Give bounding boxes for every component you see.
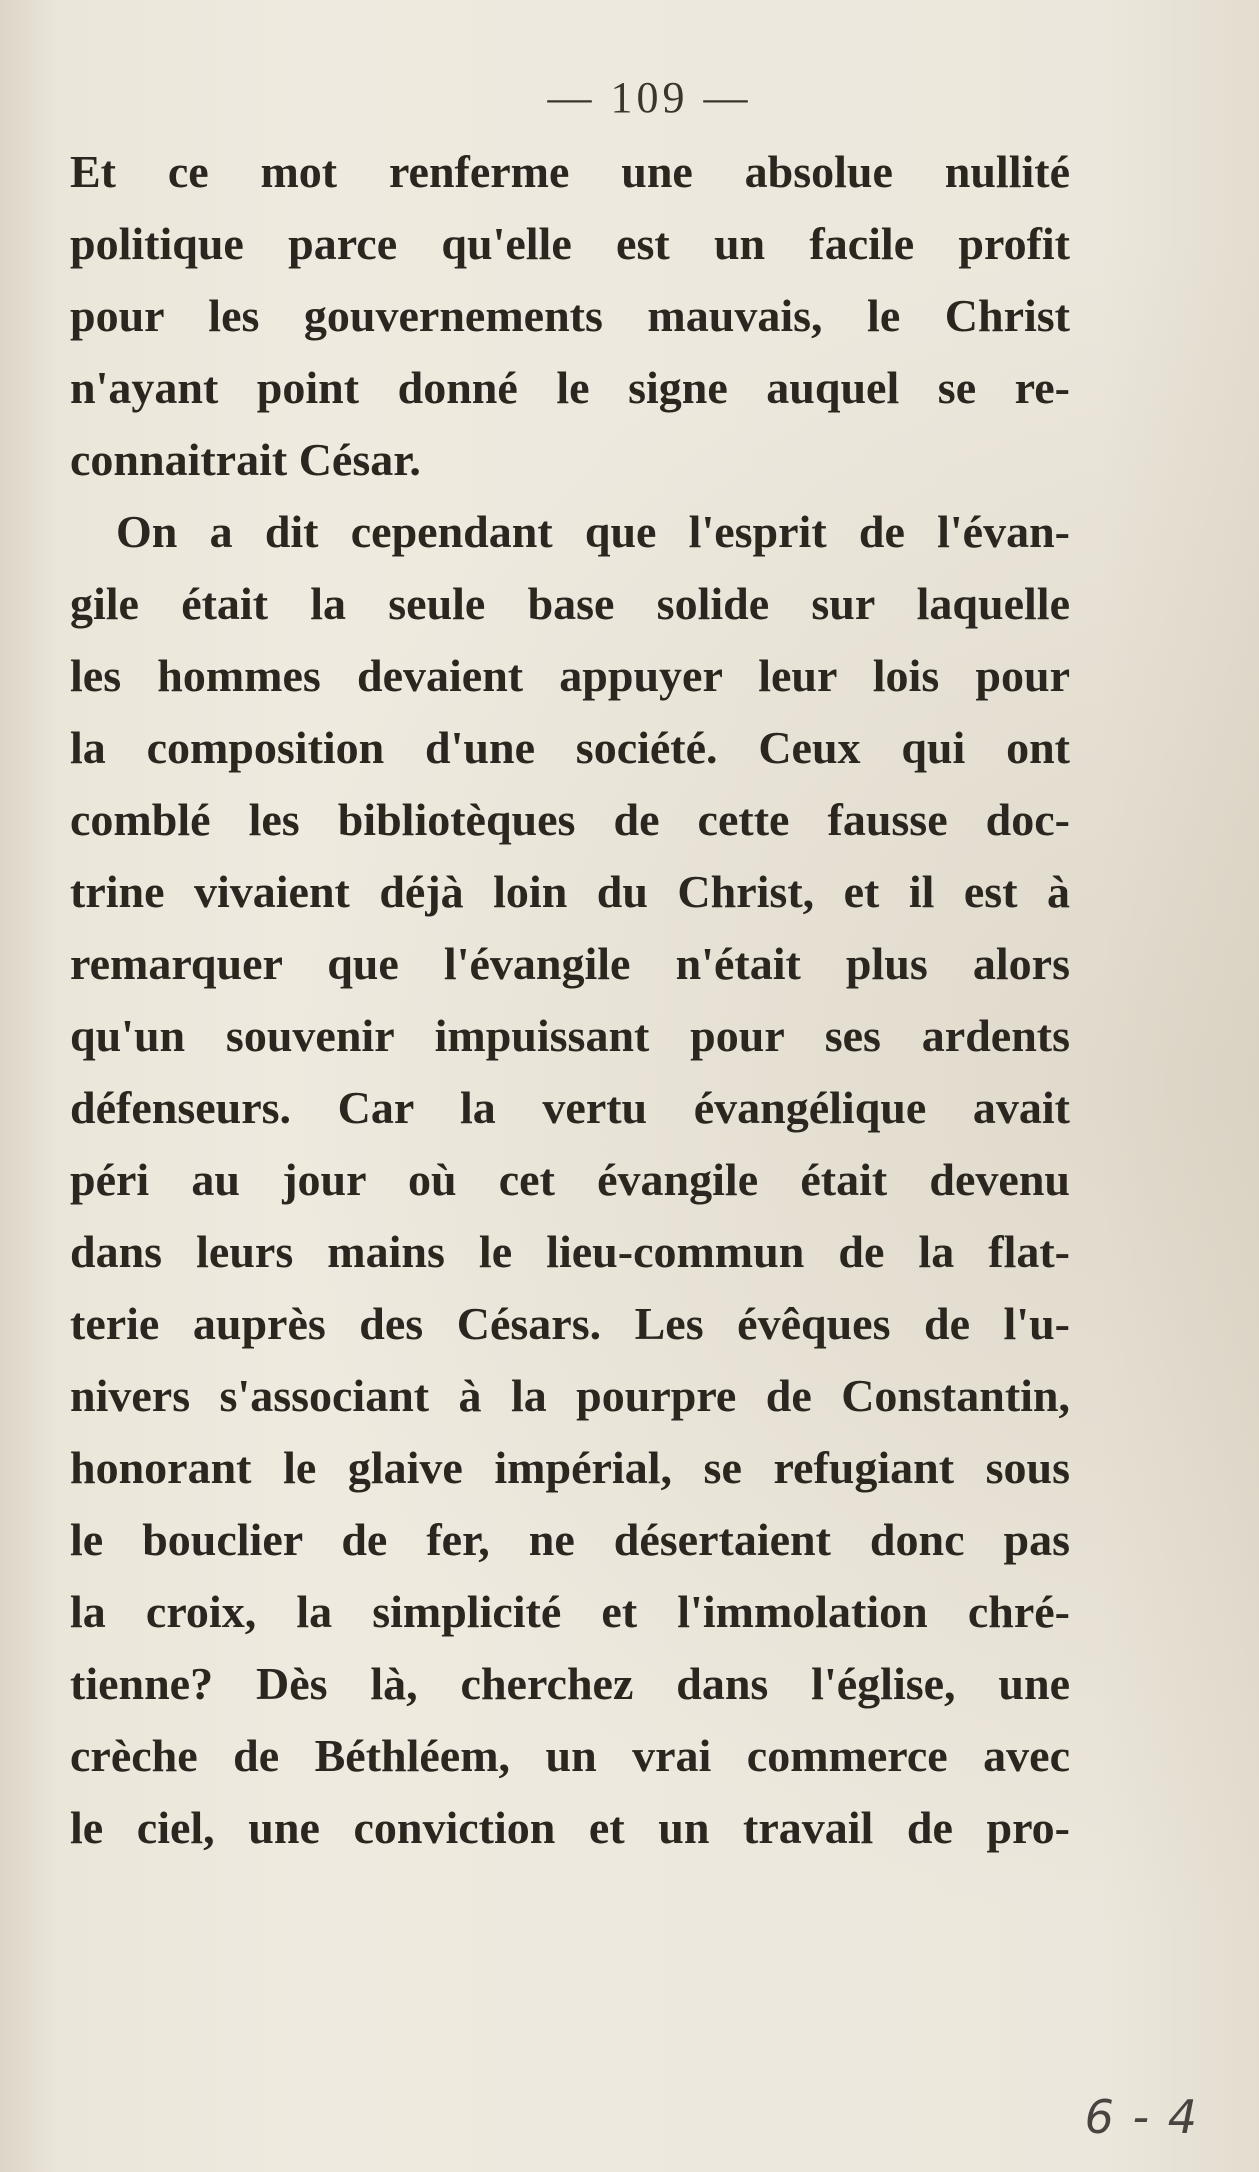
page-number: — 109 — — [547, 73, 752, 122]
text-line: qu'un souvenir impuissant pour ses ardents — [70, 1010, 1070, 1061]
text-line: remarquer que l'évangile n'était plus alors — [70, 938, 1070, 989]
text-line: péri au jour où cet évangile était devenu — [70, 1154, 1070, 1205]
text-line: trine vivaient déjà loin du Christ, et il est à — [70, 866, 1070, 917]
text-line: On a dit cependant que l'esprit de l'évan- — [116, 506, 1070, 557]
text-line: la composition d'une société. Ceux qui ont — [70, 722, 1070, 773]
text-line: dans leurs mains le lieu-commun de la flat- — [70, 1226, 1070, 1277]
text-line: pour les gouvernements mauvais, le Christ — [70, 290, 1070, 341]
text-line: les hommes devaient appuyer leur lois pour — [70, 650, 1070, 701]
text-line: crèche de Béthléem, un vrai commerce avec — [70, 1730, 1070, 1781]
text-line: n'ayant point donné le signe auquel se re- — [70, 362, 1070, 413]
text-line: terie auprès des Césars. Les évêques de l'u- — [70, 1298, 1070, 1349]
text-line: le ciel, une conviction et un travail de pro- — [70, 1802, 1070, 1853]
text-line: tienne? Dès là, cherchez dans l'église, une — [70, 1658, 1070, 1709]
text-line: le bouclier de fer, ne désertaient donc pas — [70, 1514, 1070, 1565]
text-line: Et ce mot renferme une absolue nullité — [70, 146, 1070, 197]
body-text — [70, 136, 1070, 1864]
text-line: comblé les bibliotèques de cette fausse doc- — [70, 794, 1070, 845]
text-line: politique parce qu'elle est un facile profit — [70, 218, 1070, 269]
text-line: nivers s'associant à la pourpre de Constantin, — [70, 1370, 1070, 1421]
handwritten-note: 6 - 4 — [1084, 2090, 1199, 2144]
text-line: la croix, la simplicité et l'immolation chré- — [70, 1586, 1070, 1637]
text-line: connaitrait César. — [70, 434, 421, 485]
text-line: gile était la seule base solide sur laquelle — [70, 578, 1070, 629]
text-line: défenseurs. Car la vertu évangélique avait — [70, 1082, 1070, 1133]
text-line: honorant le glaive impérial, se refugiant sous — [70, 1442, 1070, 1493]
